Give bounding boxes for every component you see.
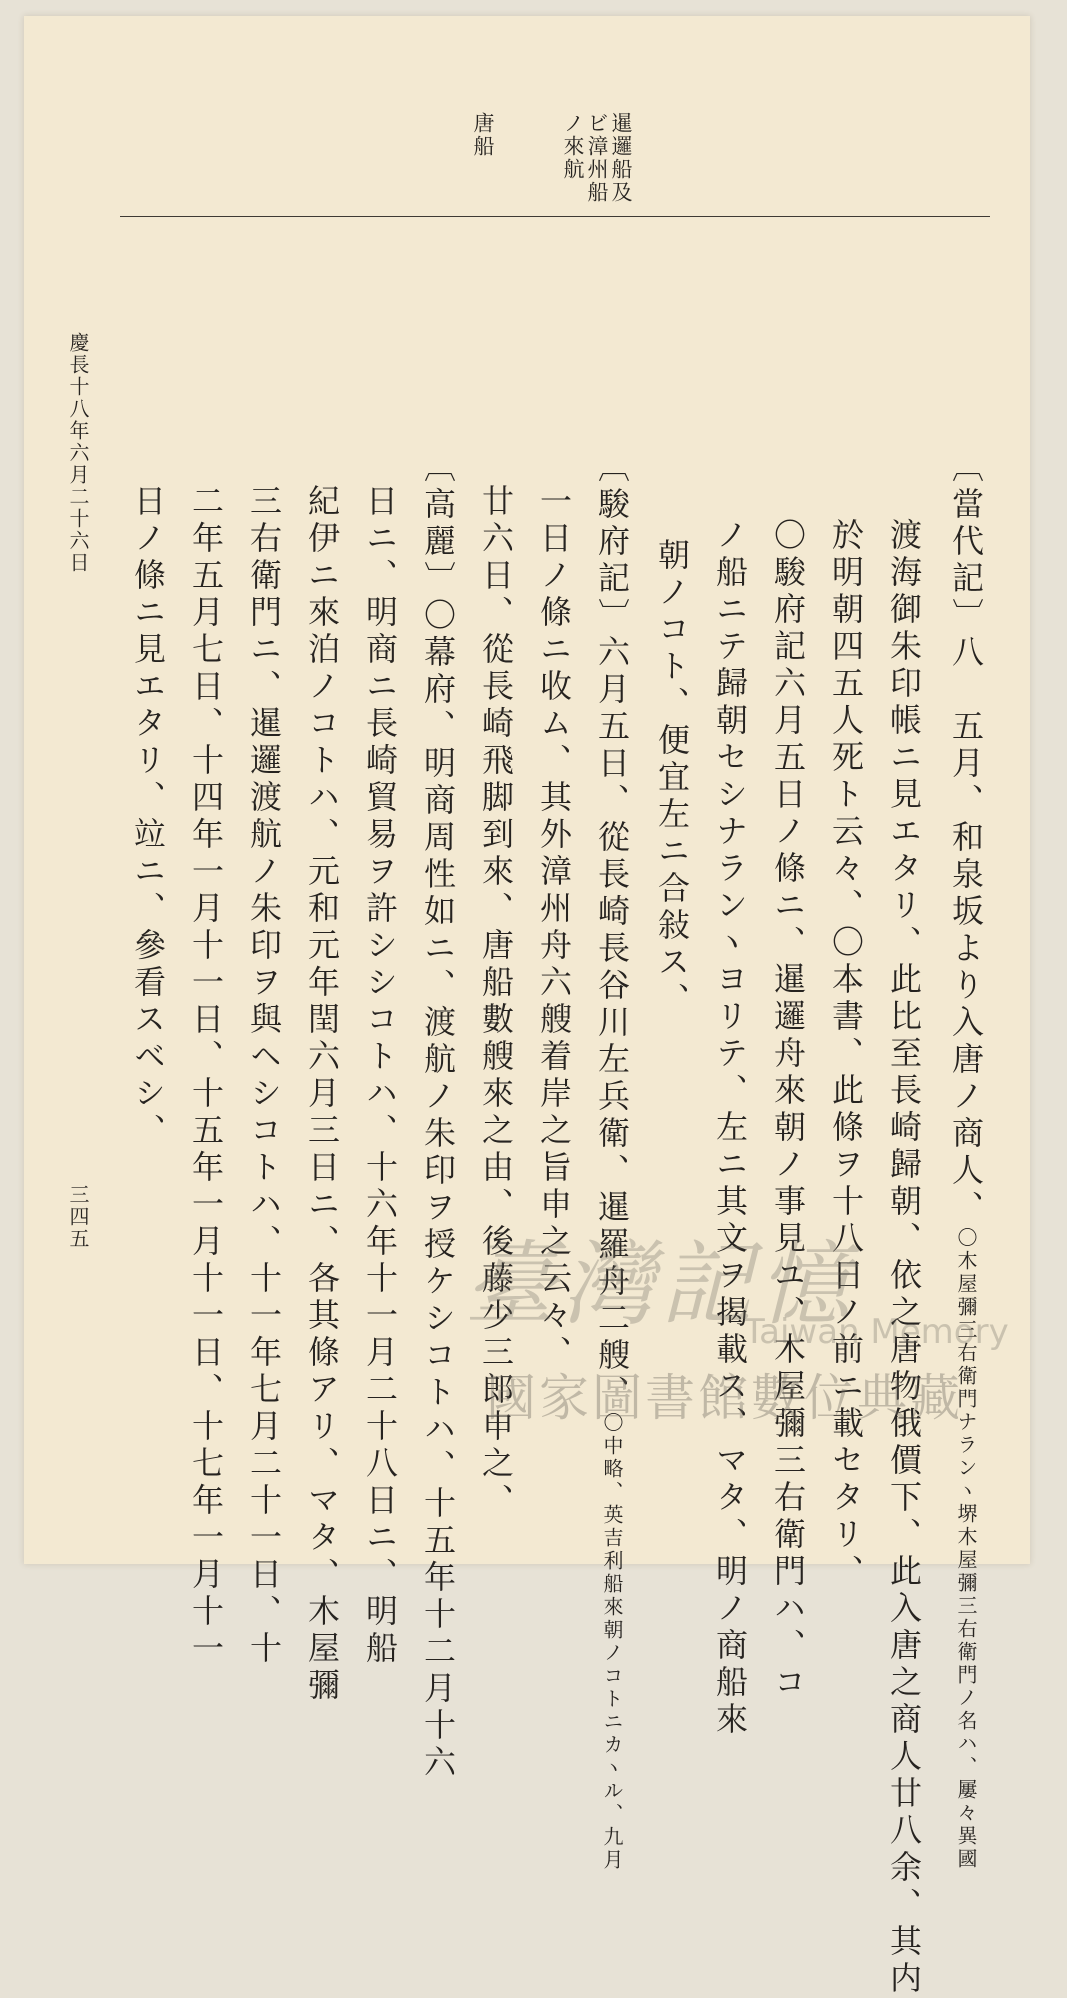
column-13-text: 三右衛門ニ、暹邏渡航ノ朱印ヲ與ヘシコトハ、十一年七月二十一日、十 (245, 484, 283, 1668)
watermark-english: Taiwan Memory (744, 1312, 1009, 1352)
running-title: 慶長十八年六月二十六日 (66, 332, 90, 574)
column-7-text: 六月五日、從長崎長谷川左兵衛、暹羅舟二艘、 (593, 635, 631, 1412)
source-title-sunpuki: 〔駿府記〕 (593, 450, 631, 635)
column-15-text: 日ノ條ニ見エタリ、竝ニ、參看スベシ、 (129, 484, 167, 1150)
page-number: 三四五 (66, 1184, 90, 1250)
column-1-note: 〇木屋彌三右衛門ナランヽ堺木屋彌三右衛門ノ名ハ、屢々異國 (954, 1227, 978, 1871)
side-note-chinese-ships: 唐船 (471, 112, 495, 158)
column-1-text: 八 五月、和泉坂より入唐ノ商人、 (947, 635, 985, 1227)
watermark-library-name: 國家圖書館數位典藏 (486, 1369, 963, 1427)
column-4-text: 〇駿府記六月五日ノ條ニ、暹邏舟來朝ノ事見ユ、木屋彌三右衛門ハ、コ (769, 518, 807, 1702)
side-note-siam-ships: 暹邏船及 (609, 112, 633, 204)
column-8-text: 一日ノ條ニ收ム、其外漳州舟六艘着岸之旨申之云々、 (535, 484, 573, 1372)
column-7-note: 〇中略、英吉利船來朝ノコトニカヽル、九月 (600, 1412, 624, 1872)
column-12-text: 紀伊ニ來泊ノコトハ、元和元年閏六月三日ニ、各其條アリ、マタ、木屋彌 (303, 484, 341, 1705)
column-14-text: 二年五月七日、十四年一月十一日、十五年一月十一日、十七年一月十一 (187, 484, 225, 1668)
column-2-text: 渡海御朱印帳ニ見エタリ、此比至長崎歸朝、依之唐物俄價下、此入唐之商人廿八余、其内 (885, 518, 923, 1998)
header-rule (120, 216, 990, 217)
document-page (24, 16, 1030, 1998)
column-3-text: 於明朝四五人死ト云々、〇本書、此條ヲ十八日ノ前ニ載セタリ、 (827, 518, 865, 1591)
side-note-arrival: ノ來航 (561, 112, 585, 181)
column-6-text: 朝ノコト、便宜左ニ合敍ス、 (653, 538, 691, 1019)
side-note-zhangzhou-ships: ビ漳州船 (585, 112, 609, 204)
column-5-text: ノ船ニテ歸朝セシナランヽヨリテ、左ニ其文ヲ揭載ス、マタ、明ノ商船來 (711, 518, 749, 1739)
watermark-logo: 臺灣記憶 (464, 1231, 857, 1338)
column-10-text: 〔高麗〕〇幕府、明商周性如ニ、渡航ノ朱印ヲ授ケシコトハ、十五年十二月十六 (419, 450, 457, 1782)
text-column-15 (100, 312, 196, 1552)
column-11-text: 日ニ、明商ニ長崎貿易ヲ許シシコトハ、十六年十一月二十八日ニ、明船 (361, 484, 399, 1668)
source-title-toudaiki: 〔當代記〕 (947, 450, 985, 635)
column-9-text: 廿六日、從長崎飛脚到來、唐船數艘來之由、後藤少三郎申之、 (477, 484, 515, 1520)
